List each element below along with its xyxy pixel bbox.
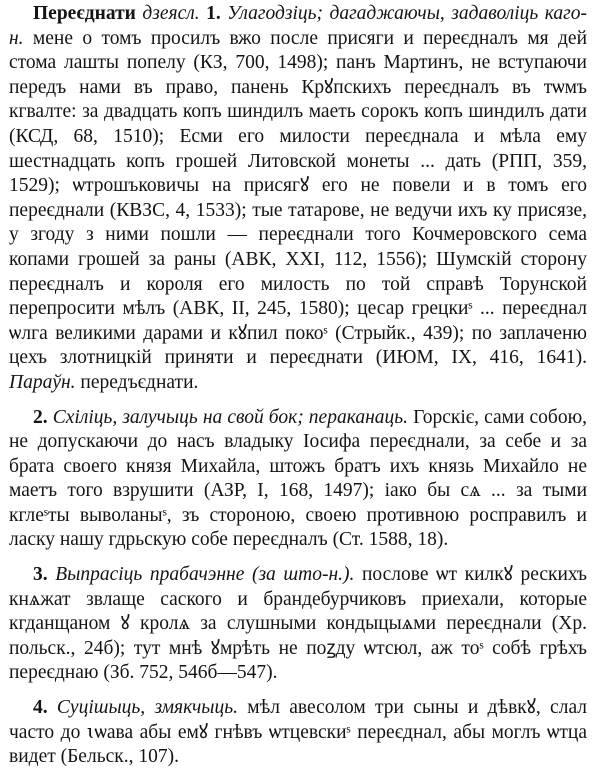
sense-body: Горскіє, сами собою, не допускаючи до насъ владыку Іосифа переєднали, за себе и за брата своего князя Михайла, штожъ братъ ихъ князь Михайло не маетъ того взрушити (АЗР, I, 168, 1497); іако бы сѧ ... за тыми кглеˢты выволаныˢ, зъ стороною, своею противною росправилъ и ласку нашу гдрьскую собе переєдналъ (Ст. 1588, 18).	[9, 406, 588, 551]
sense-number: 2.	[33, 406, 48, 428]
sense-number: 3.	[33, 564, 48, 586]
comparison-word: передъєднати.	[80, 371, 199, 393]
grammar-label: дзеясл.	[142, 3, 200, 24]
sense-number: 1.	[206, 3, 221, 24]
sense-gloss: Схіліць, залучыць на свой бок; пераканаць.	[52, 406, 409, 428]
sense-number: 4.	[33, 697, 48, 719]
headword: Переєднати	[33, 3, 136, 24]
sense-gloss: Улагодзіць; дагаджаючы, задаволіць каго-н.	[9, 3, 587, 49]
sense-body: послове ѡт килкꙋ рескихъ кнѧжат звлаще саского и брандебурчиковъ приехали, которые кгданщаном ꙋ кролѧ за слушными кондыцыѧми переєднали (Хр. польск., 24б); тут мнѣ ꙋмрѣть не поꙁду ѡтсюл, аж тоˢ собѣ грѣхъ переєднаю (Зб. 752, 546б—547).	[9, 564, 588, 684]
sense-3-paragraph	[9, 563, 587, 686]
comparison-label: Параўн.	[9, 371, 76, 393]
sense-gloss: Суцішыць, змякчыць.	[56, 697, 238, 719]
sense-4-paragraph	[9, 696, 587, 770]
sense-body: мене о томъ просилъ вжо после присяги и переєдналъ мя дей стома лашты попелу (КЗ, 700, 1498); панъ Мартинъ, не вступаючи передъ нами въ право, панень Крꙋпскихъ переєдналъ въ тѡмъ кгвалте: за двадцать копъ шиндилъ маеть сорокъ копъ шиндилъ дати (КСД, 68, 1510); Есми его милости переєднала и мѣла ему шестнадцать копъ грошей Литовской монеты ... дать (РПП, 359, 1529); ѡтрошъковичы на присягꙋ его не повели и в томъ его переєднали (КВЗС, 4, 1533); тые татарове, не ведучи ихъ ку присязе, у згоду з ними пошли — переєднали того Кочмеровского сема копами грошей за раны (АВК, XXI, 112, 1556); Шумскій сторону переєдналъ и короля его милость по той справѣ Торунской перепросити мѣлъ (АВК, II, 245, 1580); цесар грецкиˢ ... переєднал ѡлга великими дарами и кꙋпил покоˢ (Стрыйк., 439); по заплаченю цехъ злотницкій приняти и переєднати (ИЮМ, IX, 416, 1641).	[9, 27, 588, 369]
sense-1-paragraph	[9, 2, 587, 396]
sense-body: мѣл авесолом три сыны и дѣвкꙋ, слал часто до ꙇѡава абы емꙋ гнѣвъ ѡтцевскиˢ переєднал, абы моглъ ѡтца видет (Бельск., 107).	[9, 697, 588, 768]
sense-gloss: Выпрасіць прабачэнне (за што-н.).	[55, 564, 355, 586]
sense-2-paragraph	[9, 406, 587, 554]
